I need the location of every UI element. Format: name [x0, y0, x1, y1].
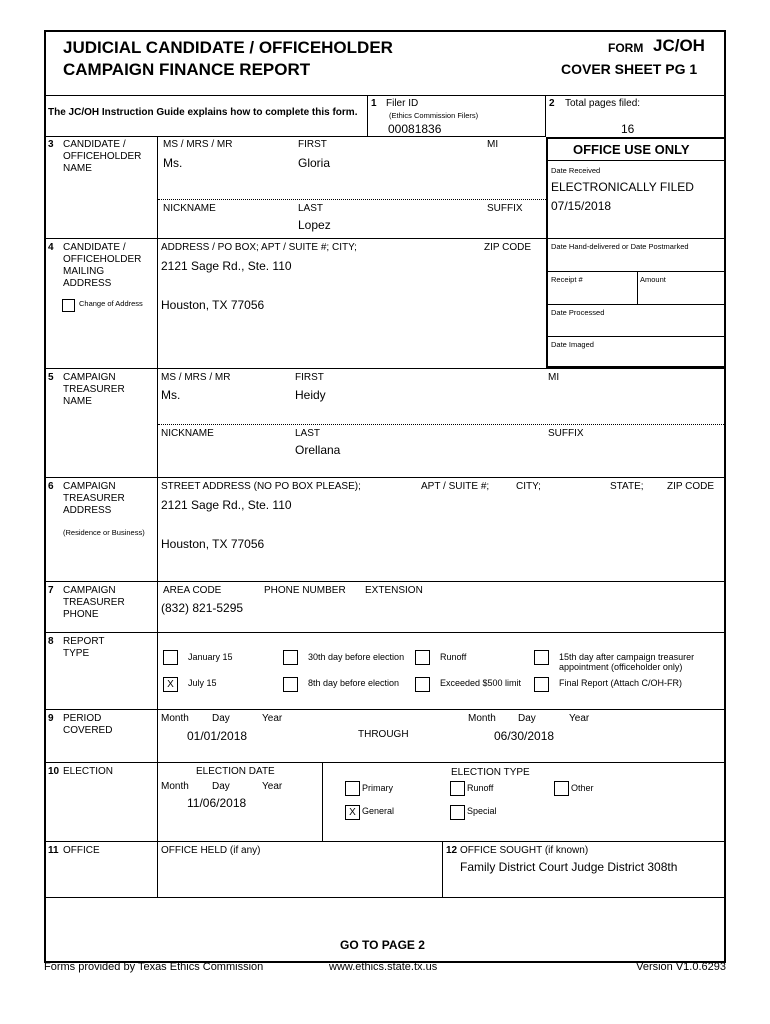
form-code: JC/OH [653, 36, 705, 55]
election-type-option-label: General [362, 806, 395, 816]
total-pages-label: Total pages filed: [565, 98, 641, 109]
section-10-number: 10 [48, 766, 60, 777]
divider [547, 160, 725, 161]
period-covered-label: PERIOD COVERED [63, 713, 113, 736]
section-6-number: 6 [48, 481, 54, 492]
report-type-8th-day-checkbox[interactable] [283, 677, 298, 692]
month-label: Month [468, 713, 496, 724]
go-to-page-2: GO TO PAGE 2 [340, 938, 425, 952]
candidate-address-line2[interactable]: Houston, TX 77056 [161, 298, 265, 312]
candidate-address-label: CANDIDATE / OFFICEHOLDER MAILING ADDRESS [63, 242, 142, 289]
election-date-label: ELECTION DATE [196, 766, 275, 777]
period-end-date[interactable]: 06/30/2018 [494, 729, 555, 743]
election-type-special-checkbox[interactable] [450, 805, 465, 820]
divider [44, 632, 726, 633]
election-type-general-checkbox[interactable]: X [345, 805, 360, 820]
office-sought-value[interactable]: Family District Court Judge District 308th [460, 860, 678, 874]
office-use-title: OFFICE USE ONLY [573, 142, 690, 157]
divider [44, 477, 726, 478]
report-type-runoff-checkbox[interactable] [415, 650, 430, 665]
divider [547, 336, 725, 337]
report-type-option-label: 30th day before election [308, 652, 405, 662]
report-type-option-label: appointment (officeholder only) [559, 662, 683, 672]
instruction-text: The JC/OH Instruction Guide explains how to complete this form. [48, 107, 358, 118]
divider [158, 199, 546, 200]
treasurer-first-name[interactable]: Heidy [295, 388, 326, 402]
period-start-date[interactable]: 01/01/2018 [187, 729, 248, 743]
nickname-label: NICKNAME [161, 428, 214, 439]
report-type-exceeded-limit-checkbox[interactable] [415, 677, 430, 692]
filing-date: 07/15/2018 [551, 199, 612, 213]
candidate-prefix[interactable]: Ms. [163, 156, 183, 170]
state-label: STATE; [610, 481, 644, 492]
suffix-label: SUFFIX [487, 203, 523, 214]
city-label: CITY; [516, 481, 541, 492]
section-9-number: 9 [48, 713, 54, 724]
nickname-label: NICKNAME [163, 203, 216, 214]
treasurer-name-label: CAMPAIGN TREASURER NAME [63, 372, 125, 407]
report-type-option-label: 15th day after campaign treasurer [559, 652, 695, 662]
street-address-label: STREET ADDRESS (NO PO BOX PLEASE); [161, 481, 361, 492]
treasurer-phone-value[interactable]: (832) 821-5295 [161, 601, 244, 615]
divider [44, 581, 726, 582]
office-sought-label: OFFICE SOUGHT (if known) [460, 845, 589, 856]
election-type-option-label: Special [467, 806, 497, 816]
section-8-number: 8 [48, 636, 54, 647]
form-label: FORM [608, 41, 644, 55]
divider [442, 841, 443, 897]
office-held-label: OFFICE HELD (if any) [161, 845, 261, 856]
report-type-option-label: July 15 [188, 678, 217, 688]
section-12-number: 12 [446, 845, 458, 856]
area-code-label: AREA CODE [163, 585, 222, 596]
form-title-line1: JUDICIAL CANDIDATE / OFFICEHOLDER [63, 38, 393, 57]
report-type-option-label: Final Report (Attach C/OH-FR) [559, 678, 683, 688]
election-type-runoff-checkbox[interactable] [450, 781, 465, 796]
change-of-address-checkbox[interactable] [62, 299, 75, 312]
filer-id-label: Filer ID [386, 98, 419, 109]
extension-label: EXTENSION [365, 585, 423, 596]
prefix-label: MS / MRS / MR [163, 139, 233, 150]
divider [322, 762, 323, 841]
day-label: Day [212, 781, 230, 792]
divider [44, 897, 726, 898]
year-label: Year [262, 781, 283, 792]
through-label: THROUGH [358, 729, 409, 740]
amount-label: Amount [640, 275, 666, 284]
report-type-july-15-checkbox[interactable]: X [163, 677, 178, 692]
election-date-value[interactable]: 11/06/2018 [187, 796, 247, 810]
change-of-address-label: Change of Address [79, 299, 143, 308]
filer-id-value: 00081836 [388, 122, 442, 136]
mi-label: MI [548, 372, 560, 383]
footer-version: Version V1.0.6293 [636, 961, 726, 973]
month-label: Month [161, 781, 189, 792]
address-label: ADDRESS / PO BOX; APT / SUITE #; CITY; [161, 242, 357, 253]
mi-label: MI [487, 139, 499, 150]
divider [44, 368, 726, 369]
apt-suite-label: APT / SUITE #; [421, 481, 490, 492]
divider [545, 95, 546, 136]
divider [547, 238, 725, 239]
day-label: Day [518, 713, 536, 724]
divider [44, 841, 726, 842]
treasurer-prefix[interactable]: Ms. [161, 388, 181, 402]
date-processed-label: Date Processed [551, 308, 605, 317]
residence-or-business-label: (Residence or Business) [63, 528, 145, 537]
phone-number-label: PHONE NUMBER [264, 585, 346, 596]
section-4-number: 4 [48, 242, 54, 253]
divider [44, 238, 546, 239]
office-label: OFFICE [63, 845, 100, 856]
filer-id-sub: (Ethics Commission Filers) [389, 111, 479, 120]
filing-status: ELECTRONICALLY FILED [551, 180, 694, 194]
treasurer-address-label: CAMPAIGN TREASURER ADDRESS [63, 481, 125, 516]
filer-id-number: 1 [371, 98, 377, 109]
divider [547, 271, 725, 272]
section-7-number: 7 [48, 585, 54, 596]
report-type-label: REPORT TYPE [63, 636, 105, 659]
total-pages-number: 2 [549, 98, 555, 109]
report-type-option-label: 8th day before election [308, 678, 400, 688]
divider [44, 709, 726, 710]
candidate-address-line1[interactable]: 2121 Sage Rd., Ste. 110 [161, 259, 292, 273]
divider [44, 762, 726, 763]
suffix-label: SUFFIX [548, 428, 584, 439]
section-3-number: 3 [48, 139, 54, 150]
treasurer-last-name[interactable]: Orellana [295, 443, 341, 457]
report-type-january-15-checkbox[interactable] [163, 650, 178, 665]
prefix-label: MS / MRS / MR [161, 372, 231, 383]
treasurer-address-line1[interactable]: 2121 Sage Rd., Ste. 110 [161, 498, 292, 512]
zip-code-label: ZIP CODE [484, 242, 532, 253]
divider [44, 95, 726, 96]
election-type-option-label: Primary [362, 783, 393, 793]
cover-sheet-label: COVER SHEET PG 1 [561, 61, 698, 77]
report-type-final-report-checkbox[interactable] [534, 677, 549, 692]
report-type-15th-day-checkbox[interactable] [534, 650, 549, 665]
section-11-number: 11 [48, 845, 59, 856]
divider [44, 136, 546, 137]
report-type-30th-day-checkbox[interactable] [283, 650, 298, 665]
candidate-first-name[interactable]: Gloria [298, 156, 331, 170]
election-label: ELECTION [63, 766, 114, 777]
divider [637, 271, 638, 304]
election-type-option-label: Runoff [467, 783, 494, 793]
year-label: Year [262, 713, 283, 724]
form-title-line2: CAMPAIGN FINANCE REPORT [63, 60, 311, 79]
hand-delivered-label: Date Hand-delivered or Date Postmarked [551, 242, 689, 251]
election-type-label: ELECTION TYPE [451, 767, 530, 778]
report-type-option-label: Exceeded $500 limit [440, 678, 522, 688]
divider [547, 304, 725, 305]
divider [367, 95, 368, 136]
month-label: Month [161, 713, 189, 724]
treasurer-phone-label: CAMPAIGN TREASURER PHONE [63, 585, 125, 620]
report-type-option-label: January 15 [188, 652, 233, 662]
date-imaged-label: Date Imaged [551, 340, 594, 349]
total-pages-value: 16 [621, 122, 635, 136]
last-label: LAST [295, 428, 321, 439]
report-type-option-label: Runoff [440, 652, 467, 662]
treasurer-address-line2[interactable]: Houston, TX 77056 [161, 537, 265, 551]
day-label: Day [212, 713, 230, 724]
election-type-option-label: Other [571, 783, 594, 793]
candidate-name-label: CANDIDATE / OFFICEHOLDER NAME [63, 139, 142, 174]
footer-left: Forms provided by Texas Ethics Commission [44, 961, 264, 973]
last-label: LAST [298, 203, 324, 214]
first-label: FIRST [298, 139, 327, 150]
election-type-other-checkbox[interactable] [554, 781, 569, 796]
divider [158, 424, 726, 425]
receipt-label: Receipt # [551, 275, 583, 284]
first-label: FIRST [295, 372, 324, 383]
zip-code-label: ZIP CODE [667, 481, 715, 492]
date-received-label: Date Received [551, 166, 601, 175]
year-label: Year [569, 713, 590, 724]
section-5-number: 5 [48, 372, 54, 383]
candidate-last-name[interactable]: Lopez [298, 218, 331, 232]
election-type-primary-checkbox[interactable] [345, 781, 360, 796]
divider [157, 136, 158, 897]
footer-url[interactable]: www.ethics.state.tx.us [329, 961, 438, 973]
